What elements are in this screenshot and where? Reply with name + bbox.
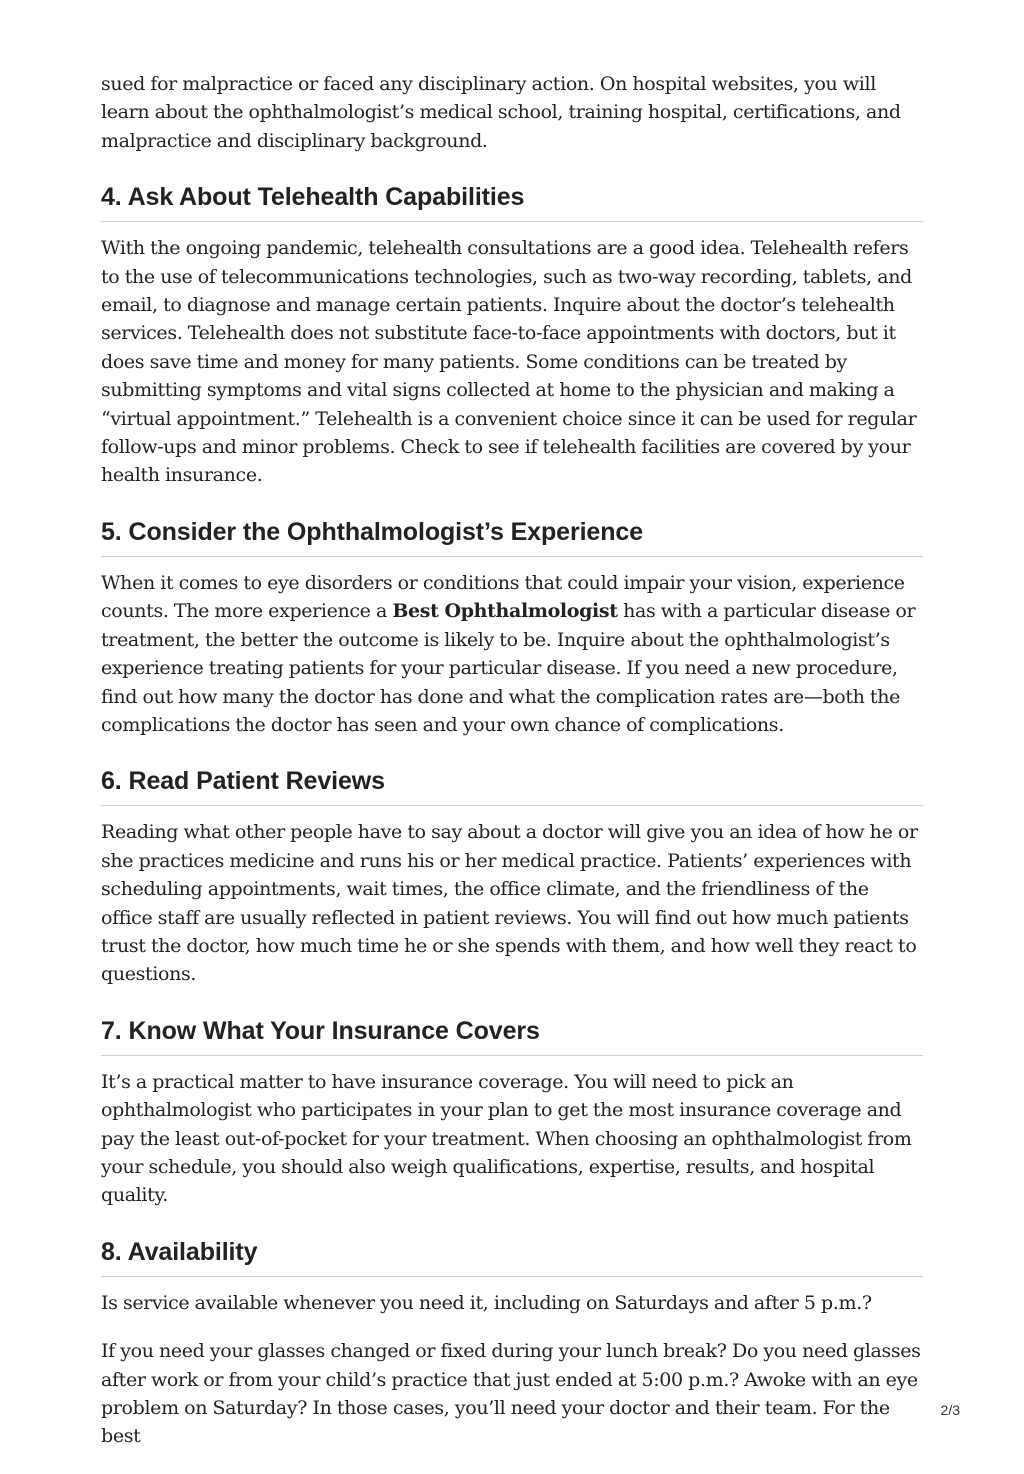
section-insurance: [101, 1017, 923, 1210]
section-paragraph: Is service available whenever you need it, including on Saturdays and after 5 p.m.?: [101, 1291, 872, 1314]
section-paragraph: [101, 569, 923, 739]
paragraph-text: has with a particular disease or treatment, the better the outcome is likely to be. Inquire about the ophthalmologist’s experience treating patients for your particular disease. If you need a new procedure, find out how many the doctor has done and what the complication rates are—both the complications the doctor has seen and your own chance of complications.: [101, 600, 916, 736]
bold-keyword: Best Ophthalmologist: [392, 600, 618, 623]
section-heading: 8. Availability: [101, 1238, 923, 1277]
page-number: 2/3: [940, 1402, 960, 1418]
section-patient-reviews: [101, 767, 923, 988]
intro-paragraph: sued for malpractice or faced any disciplinary action. On hospital websites, you will learn about the ophthalmologist’s medical school, training hospital, certifications, and malpractice and disciplinary background.: [101, 73, 901, 152]
section-experience: [101, 518, 923, 739]
section-heading: 7. Know What Your Insurance Covers: [101, 1017, 923, 1056]
section-heading: 5. Consider the Ophthalmologist’s Experience: [101, 518, 923, 557]
section-paragraph: If you need your glasses changed or fixed during your lunch break? Do you need glasses after work or from your child’s practice that just ended at 5:00 p.m.? Awoke with an eye problem on Saturday? In those cases, you’ll need your doctor and their team. For the best: [101, 1340, 921, 1448]
paragraph-text: When it comes to eye disorders or conditions that could impair your vision, experience counts. The more experience a: [101, 571, 905, 623]
section-paragraph: With the ongoing pandemic, telehealth consultations are a good idea. Telehealth refers to the use of telecommunications technologies, such as two-way recording, tablets, and email, to diagnose and manage certain patients. Inquire about the doctor’s telehealth services. Telehealth does not substitute face-to-face appointments with doctors, but it does save time and money for many patients. Some conditions can be treated by submitting symptoms and vital signs collected at home to the physician and making a “virtual appointment.” Telehealth is a convenient choice since it can be used for regular follow-ups and minor problems. Check to see if telehealth facilities are covered by your health insurance.: [101, 237, 917, 487]
section-heading: 4. Ask About Telehealth Capabilities: [101, 183, 923, 222]
section-paragraph: It’s a practical matter to have insurance coverage. You will need to pick an ophthalmologist who participates in your plan to get the most insurance coverage and pay the least out-of-pocket for your treatment. When choosing an ophthalmologist from your schedule, you should also weigh qualifications, expertise, results, and hospital quality.: [101, 1070, 912, 1207]
article-content: [101, 70, 923, 1474]
section-paragraph: Reading what other people have to say about a doctor will give you an idea of how he or she practices medicine and runs his or her medical practice. Patients’ experiences with scheduling appointments, wait times, the office climate, and the friendliness of the office staff are usually reflected in patient reviews. You will find out how much patients trust the doctor, how much time he or she spends with them, and how well they react to questions.: [101, 821, 918, 986]
section-telehealth: [101, 183, 923, 490]
section-availability: [101, 1238, 923, 1451]
section-heading: 6. Read Patient Reviews: [101, 767, 923, 806]
